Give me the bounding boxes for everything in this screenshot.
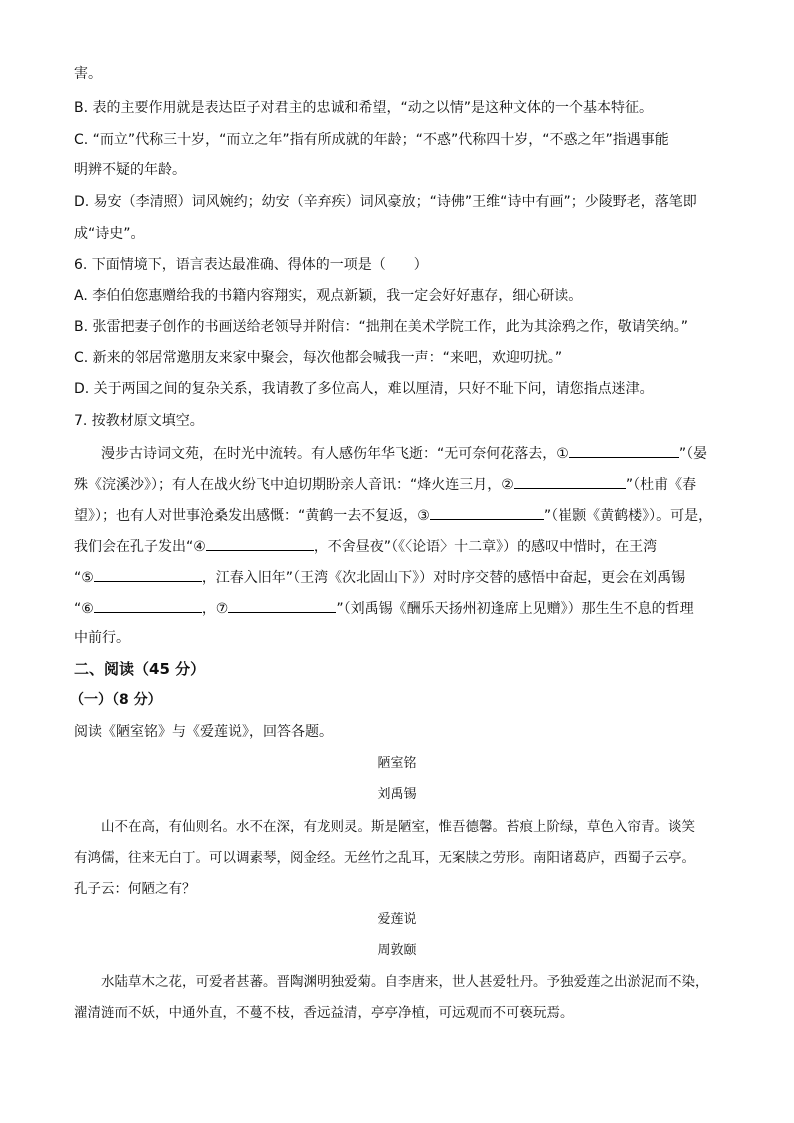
passage-1-line-3: 孔子云：何陋之有？ [74,881,196,897]
fill-text: ”（杜甫《春 [625,477,697,493]
q5-option-d-cont: 成“诗史”。 [74,226,145,242]
passage-2-author: 周敦颐 [377,943,417,958]
answer-blank-3[interactable] [430,504,544,520]
fill-text: 我们会在孔子发出“④ [74,539,206,555]
answer-blank-1[interactable] [569,442,679,458]
option-c-tail: 害。 [74,66,102,82]
q5-option-c-cont: 明辨不疑的年龄。 [74,162,186,178]
subsection-1-heading: （一）（8 分） [70,692,162,708]
fill-line-6 [74,597,694,619]
q5-option-b: B. 表的主要作用就是表达臣子对君主的忠诚和希望，“动之以情”是这种文体的一个基本特征。 [74,100,654,116]
reading-instruction: 阅读《陋室铭》与《爱莲说》，回答各题。 [74,724,333,740]
question-6: 6. 下面情境下，语言表达最准确、得体的一项是（ ） [74,257,428,273]
fill-text: 殊《浣溪沙》）；有人在战火纷飞中迫切期盼亲人音讯：“烽火连三月，② [74,477,514,493]
fill-text: ”（崔颢《黄鹤楼》）。可是， [543,508,713,524]
fill-text: “⑤ [74,570,94,586]
passage-2-line-2: 濯清涟而不妖，中通外直，不蔓不枝，香远益清，亭亭净植，可远观而不可亵玩焉。 [74,1005,574,1021]
fill-line-7: 中前行。 [74,630,130,646]
fill-text: ”（刘禹锡《酬乐天扬州初逢席上见赠》）那生生不息的哲理 [336,601,694,617]
passage-1-line-1: 山不在高，有仙则名。水不在深，有龙则灵。斯是陋室，惟吾德馨。苔痕上阶绿，草色入帘青。谈笑 [101,819,695,835]
fill-text: “⑥ [74,601,94,617]
fill-line-2 [74,473,696,495]
fill-line-4 [74,535,657,557]
answer-blank-2[interactable] [514,473,626,489]
answer-blank-4[interactable] [206,535,314,551]
fill-text: ，⑦ [201,601,229,617]
q6-option-c: C. 新来的邻居常邀朋友来家中聚会，每次他都会喊我一声：“来吧，欢迎叨扰。” [74,350,563,366]
q5-option-d: D. 易安（李清照）词风婉约；幼安（辛弃疾）词风豪放；“诗佛”王维“诗中有画”；少陵野老，落笔即 [74,194,697,210]
question-7: 7. 按教材原文填空。 [74,413,204,429]
passage-1-author: 刘禹锡 [377,787,417,802]
passage-2-title: 爱莲说 [377,912,417,927]
section-2-heading: 二、阅读（45 分） [74,660,206,678]
fill-line-1 [101,442,707,464]
fill-text: 望》）；也有人对世事沧桑发出感慨：“黄鹤一去不复返，③ [74,508,430,524]
answer-blank-5[interactable] [94,566,202,582]
q6-option-b: B. 张雷把妻子创作的书画送给老领导并附信：“拙荆在美术学院工作，此为其涂鸦之作，敬请笑纳。” [74,319,689,335]
fill-text: 漫步古诗词文苑，在时光中流转。有人感伤年华飞逝：“无可奈何花落去，① [101,446,569,462]
passage-1-line-2: 有鸿儒，往来无白丁。可以调素琴，阅金经。无丝竹之乱耳，无案牍之劳形。南阳诸葛庐，西蜀子云亭。 [74,850,695,866]
fill-line-3 [74,504,712,526]
q5-option-c: C. “而立”代称三十岁，“而立之年”指有所成就的年龄；“不惑”代称四十岁，“不惑之年”指遇事能 [74,132,669,148]
answer-blank-7[interactable] [228,597,336,613]
fill-text: ”（晏 [678,446,708,462]
fill-line-5 [74,566,685,588]
passage-2-line-1: 水陆草木之花，可爱者甚蕃。晋陶渊明独爱菊。自李唐来，世人甚爱牡丹。予独爱莲之出淤泥而不染， [101,974,709,990]
fill-text: ，不舍昼夜”（《〈论语〉十二章》）的感叹中惜时，在王湾 [313,539,658,555]
fill-text: ，江春入旧年”（王湾《次北固山下》）对时序交替的感悟中奋起，更会在刘禹锡 [201,570,686,586]
q6-option-a: A. 李伯伯您惠赠给我的书籍内容翔实，观点新颖，我一定会好好惠存，细心研读。 [74,288,583,304]
passage-1-title: 陋室铭 [377,756,417,771]
q6-option-d: D. 关于两国之间的复杂关系，我请教了多位高人，难以厘清，只好不耻下问，请您指点迷津。 [74,381,654,397]
answer-blank-6[interactable] [94,597,202,613]
